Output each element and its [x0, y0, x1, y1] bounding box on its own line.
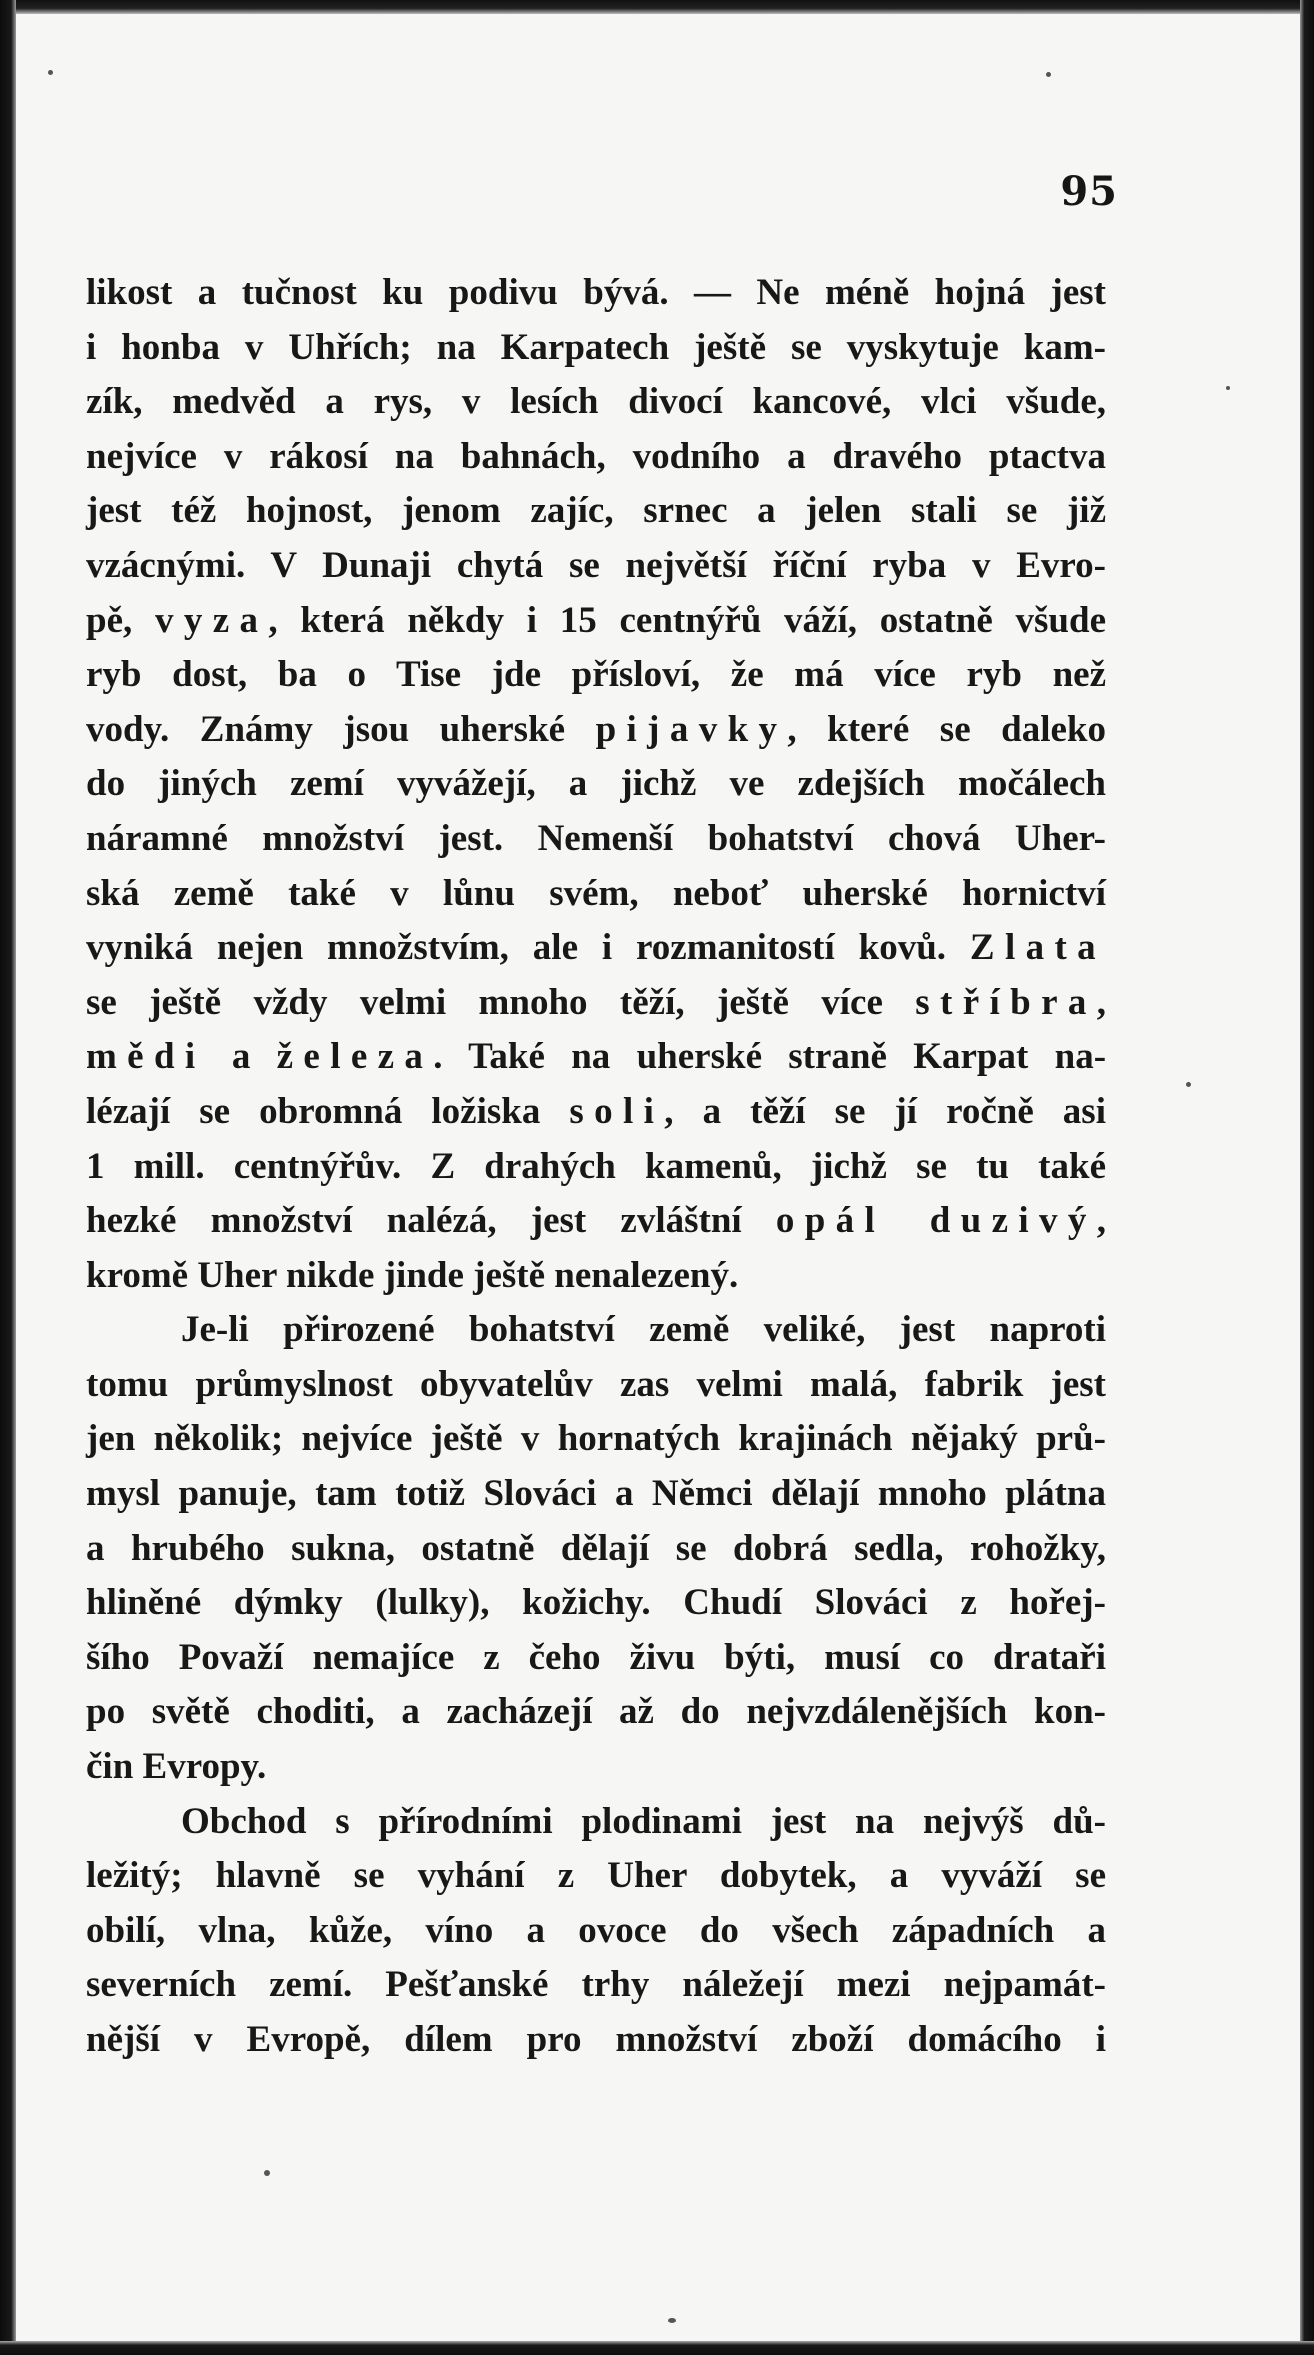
text-line: [86, 1303, 1106, 1358]
text-segment: , a těží se jí ročně asi: [664, 1090, 1106, 1132]
text-line: [86, 1904, 1106, 1959]
emphasized-text: stříbra: [915, 981, 1097, 1023]
paragraph: [86, 266, 1106, 1303]
text-segment: nější v Evropě, dílem pro množství zboží domácího i: [86, 2019, 1106, 2060]
text-segment: tomu průmyslnost obyvatelův zas velmi malá, fabrik jest: [86, 1363, 1106, 1405]
text-segment: obilí, vlna, kůže, víno a ovoce do všech západních a: [86, 1909, 1106, 1951]
text-line: [86, 703, 1106, 758]
text-segment: lézají se obromná ložiska: [86, 1090, 570, 1132]
text-line: [86, 1576, 1106, 1631]
text-segment: i honba v Uhřích; na Karpatech ještě se vyskytuje kam-: [86, 326, 1106, 368]
text-line: [86, 2013, 1106, 2068]
text-line: [86, 1685, 1106, 1740]
text-segment: a hrubého sukna, ostatně dělají se dobrá sedla, rohožky,: [86, 1527, 1106, 1569]
text-segment: pě,: [86, 599, 155, 641]
text-segment: severních zemí. Pešťanské trhy náležejí mezi nejpamát-: [86, 1964, 1106, 2006]
text-line: [86, 321, 1106, 376]
emphasized-text: soli: [569, 1090, 665, 1132]
text-line: [86, 648, 1106, 703]
text-line: [86, 1085, 1106, 1140]
text-segment: Obchod s přírodními plodinami jest na nejvýš dů-: [181, 1800, 1106, 1842]
text-line: [86, 812, 1106, 867]
scan-border-left: [0, 0, 16, 2355]
scan-border-right: [1300, 0, 1314, 2355]
text-line: [86, 539, 1106, 594]
emphasized-text: pijavky: [595, 708, 788, 750]
text-segment: Je-li přirozené bohatství země veliké, jest naproti: [181, 1309, 1106, 1351]
text-line: [86, 1795, 1106, 1850]
text-line: [86, 1522, 1106, 1577]
emphasized-text: železa: [276, 1036, 434, 1078]
scan-speck: [668, 2318, 676, 2323]
text-segment: ,: [1096, 981, 1106, 1023]
text-segment: hezké množství nalézá, jest zvláštní: [86, 1200, 776, 1242]
text-segment: čin Evropy.: [86, 1746, 267, 1788]
scan-speck: [1186, 1082, 1191, 1087]
text-line: [86, 976, 1106, 1031]
text-segment: hliněné dýmky (lulky), kožichy. Chudí Slováci z hořej-: [86, 1582, 1106, 1624]
text-segment: vzácnými. V Dunaji chytá se největší říční ryba v Evro-: [86, 544, 1106, 586]
text-segment: po světě choditi, a zacházejí až do nejvzdálenějších kon-: [86, 1691, 1106, 1733]
text-line: [86, 1740, 1106, 1795]
text-segment: mysl panuje, tam totiž Slováci a Němci dělají mnoho plátna: [86, 1473, 1106, 1515]
text-line: [86, 757, 1106, 812]
scan-border-top: [0, 0, 1314, 14]
scan-speck: [1226, 386, 1230, 390]
text-line: [86, 1030, 1106, 1085]
emphasized-text: Zlata: [969, 927, 1106, 969]
text-line: [86, 1958, 1106, 2013]
text-line: [86, 1249, 1106, 1304]
paragraph: [86, 1303, 1106, 1794]
emphasized-text: opál duzivý: [775, 1200, 1097, 1242]
text-segment: jest též hojnost, jenom zajíc, srnec a jelen stali se již: [86, 490, 1106, 532]
text-segment: ležitý; hlavně se vyhání z Uher dobytek, a vyváží se: [86, 1855, 1106, 1897]
text-line: [86, 1849, 1106, 1904]
text-line: [86, 484, 1106, 539]
text-line: [86, 430, 1106, 485]
text-segment: likost a tučnost ku podivu bývá. — Ne méně hojná jest: [86, 272, 1106, 313]
text-segment: nejvíce v rákosí na bahnách, vodního a dravého ptactva: [86, 435, 1106, 477]
text-segment: kromě Uher nikde jinde ještě nenalezený.: [86, 1254, 739, 1296]
text-segment: zík, medvěd a rys, v lesích divocí kancové, vlci všude,: [86, 381, 1106, 423]
emphasized-text: vyza: [155, 599, 269, 641]
text-segment: ská země také v lůnu svém, neboť uherské hornictví: [86, 872, 1106, 914]
text-segment: do jiných zemí vyvážejí, a jichž ve zdejších močálech: [86, 763, 1106, 805]
text-line: [86, 1467, 1106, 1522]
text-line: [86, 1631, 1106, 1686]
text-segment: , které se daleko: [787, 708, 1106, 750]
scan-border-bottom: [0, 2341, 1314, 2355]
scan-speck: [1046, 72, 1051, 77]
text-segment: , která někdy i 15 centnýřů váží, ostatně všude: [268, 599, 1106, 641]
text-segment: šího Považí nemajíce z čeho živu býti, musí co drataři: [86, 1636, 1106, 1678]
text-line: [86, 594, 1106, 649]
text-segment: ,: [1096, 1200, 1106, 1242]
text-segment: 1 mill. centnýřův. Z drahých kamenů, jichž se tu také: [86, 1145, 1106, 1187]
body-text: [86, 266, 1106, 2068]
text-line: [86, 375, 1106, 430]
text-segment: vody. Známy jsou uherské: [86, 708, 596, 750]
text-segment: jen několik; nejvíce ještě v hornatých krajinách nějaký prů-: [86, 1418, 1106, 1460]
text-line: [86, 266, 1106, 321]
text-segment: vyniká nejen množstvím, ale i rozmanitostí kovů.: [86, 927, 970, 969]
text-segment: ryb dost, ba o Tise jde přísloví, že má více ryb než: [86, 654, 1106, 696]
text-line: [86, 921, 1106, 976]
text-line: [86, 1140, 1106, 1195]
paragraph: [86, 1795, 1106, 2068]
text-line: [86, 1358, 1106, 1413]
text-line: [86, 867, 1106, 922]
text-line: [86, 1194, 1106, 1249]
text-segment: náramné množství jest. Nemenší bohatství chová Uher-: [86, 817, 1106, 859]
emphasized-text: mědi: [86, 1036, 206, 1078]
scan-speck: [264, 2170, 270, 2176]
scan-speck: [48, 70, 53, 75]
text-segment: a: [205, 1036, 277, 1078]
page-number: 95: [1060, 168, 1118, 215]
text-line: [86, 1412, 1106, 1467]
text-segment: se ještě vždy velmi mnoho těží, ještě více: [86, 981, 916, 1023]
text-segment: . Také na uherské straně Karpat na-: [433, 1036, 1107, 1078]
